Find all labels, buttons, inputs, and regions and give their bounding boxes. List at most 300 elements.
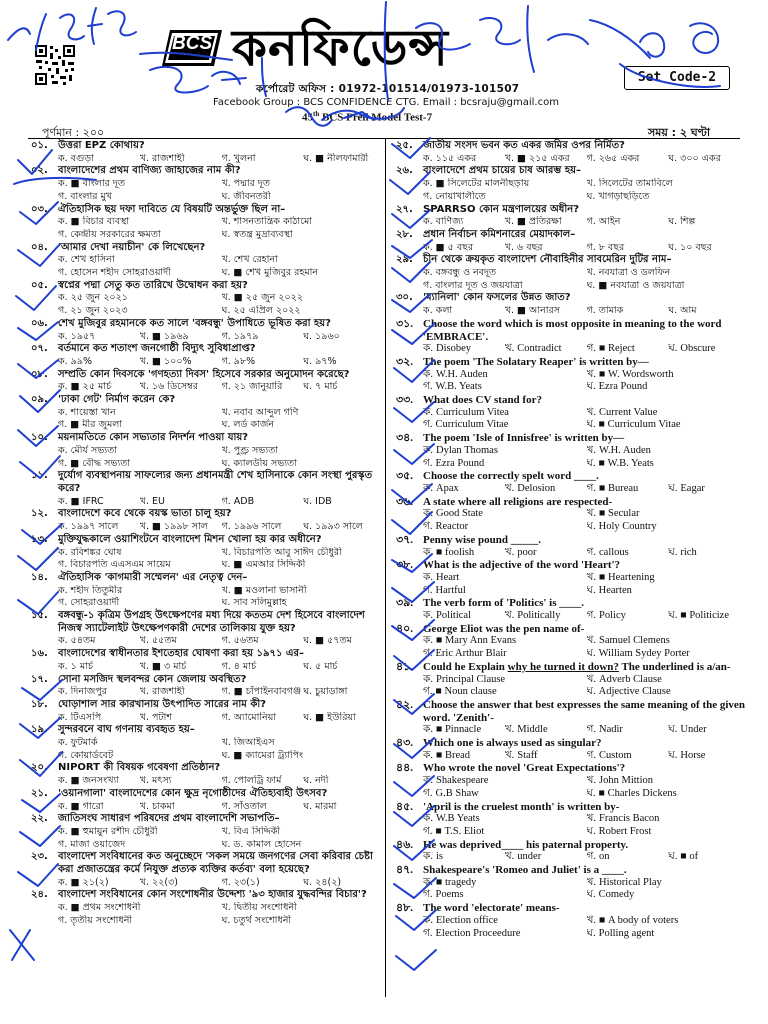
option-text: ■ এমআর সিদ্দিকী	[233, 559, 306, 571]
question-item	[396, 432, 750, 470]
answer-option	[303, 775, 385, 788]
question-number: ৪৭.	[396, 864, 414, 877]
option-letter: ঘ.	[303, 355, 313, 367]
option-letter: ক.	[423, 673, 433, 685]
option-letter: গ.	[221, 330, 231, 342]
option-letter: গ.	[58, 228, 68, 240]
option-letter: ঘ.	[668, 343, 678, 355]
question-text: 'April is the cruelest month' is written by-	[423, 800, 620, 813]
answer-option	[423, 724, 505, 737]
option-list	[396, 724, 750, 737]
option-letter: খ.	[221, 216, 231, 228]
option-letter: গ.	[586, 724, 597, 736]
option-letter: খ.	[504, 343, 515, 355]
option-letter: গ.	[423, 825, 433, 837]
question-line	[31, 280, 385, 293]
option-text: Policy	[599, 610, 626, 622]
option-letter: খ.	[504, 152, 515, 164]
question-item	[31, 788, 385, 813]
answer-option	[222, 559, 386, 572]
option-text: Adjective Clause	[598, 686, 671, 698]
question-text: বাংলাদেশে প্রথম চায়ের চাষ আরম্ভ হয়–	[423, 165, 581, 177]
question-number: ৪৫.	[396, 800, 414, 813]
option-letter: গ.	[586, 152, 596, 164]
option-text: শেখ রেহানা	[233, 254, 278, 266]
option-text: ■ Bureau	[599, 482, 639, 494]
option-text: মাজা ওয়াজেদ	[70, 838, 126, 850]
option-list	[31, 877, 385, 890]
question-number: ২৬.	[396, 165, 413, 177]
option-letter: ঘ.	[586, 381, 596, 393]
answer-option	[423, 521, 587, 534]
question-number: ১২.	[31, 508, 48, 520]
option-text: ■ প্রতিরক্ষা	[517, 216, 562, 228]
answer-option	[303, 331, 385, 344]
answer-option	[587, 216, 669, 229]
logo-text: BCS	[172, 33, 213, 54]
option-letter: খ.	[139, 635, 150, 647]
question-item	[396, 470, 750, 495]
column-divider	[385, 139, 386, 997]
left-question-column	[31, 140, 385, 928]
option-text: পটাশ	[152, 711, 173, 723]
answer-option	[423, 407, 587, 420]
option-text: Current Value	[599, 406, 658, 418]
answer-option	[423, 610, 505, 623]
option-list	[31, 445, 385, 470]
option-text: ড. কামাল হোসেন	[233, 838, 302, 850]
answer-option	[222, 178, 386, 191]
option-letter: ক.	[423, 813, 433, 825]
option-letter: ক.	[58, 330, 68, 342]
option-list	[396, 483, 750, 496]
option-letter: ঘ.	[303, 495, 313, 507]
option-letter: খ.	[221, 444, 231, 456]
answer-option	[58, 877, 140, 890]
option-letter: ঘ.	[221, 305, 231, 317]
option-text: ■ ৩ মার্চ	[152, 660, 187, 672]
option-text: Nadir	[599, 724, 623, 736]
answer-option	[423, 458, 587, 471]
question-item	[31, 572, 385, 610]
question-item	[31, 699, 385, 724]
answer-option	[587, 267, 751, 280]
answer-option	[587, 610, 669, 623]
option-text: Ezra Pound	[598, 381, 648, 393]
question-item	[31, 204, 385, 242]
question-number: ১৫.	[31, 610, 48, 622]
option-text: on	[599, 851, 610, 863]
option-text: Principal Clause	[435, 673, 506, 685]
question-number: ০৯.	[31, 394, 48, 406]
answer-option	[423, 813, 587, 826]
answer-option	[58, 661, 140, 674]
option-text: Curriculum Vitae	[435, 419, 509, 431]
option-text: ■ নীলফামারী	[315, 152, 369, 164]
answer-option	[222, 826, 386, 839]
question-number: ৪১.	[396, 660, 414, 673]
answer-option	[423, 381, 587, 394]
option-letter: ঘ.	[668, 546, 678, 558]
answer-option	[587, 788, 751, 801]
answer-option	[423, 305, 505, 318]
option-letter: খ.	[586, 673, 597, 685]
option-letter: ঘ.	[586, 457, 596, 469]
question-number: ২১.	[31, 787, 48, 799]
answer-option	[58, 458, 222, 471]
option-letter: ক.	[58, 635, 68, 647]
option-letter: ক.	[423, 546, 433, 558]
option-letter: গ.	[58, 749, 68, 761]
question-number: ২৫.	[396, 140, 413, 151]
question-text: সুন্দরবনে বাঘ গণনায় ব্যবহৃত হয়–	[58, 724, 195, 736]
option-text: ■ ২৫ মার্চ	[70, 381, 112, 393]
option-letter: ক.	[423, 851, 433, 863]
option-text: সোহরাওয়ার্দী	[70, 597, 120, 609]
answer-option	[222, 445, 386, 458]
answer-option	[505, 750, 587, 763]
answer-option	[140, 661, 222, 674]
question-line	[31, 140, 385, 153]
question-text: বাংলাদেশে কবে থেকে বয়স্ক ভাতা চালু হয়?	[58, 508, 232, 520]
question-text: ময়নামতিতে কোন সভ্যতার নিদর্শন পাওয়া যায়?	[58, 432, 249, 444]
option-letter: খ.	[139, 660, 150, 672]
option-letter: ঘ.	[586, 889, 596, 901]
question-text: বর্তমানে কত শতাংশ জনগোষ্ঠী বিদ্যুৎ সুবিধাপ্রাপ্ত?	[58, 343, 256, 355]
question-text: He was deprived____ his paternal property.	[423, 838, 629, 851]
option-text: Poems	[435, 889, 464, 901]
answer-option	[222, 547, 386, 560]
option-list	[396, 153, 750, 166]
question-number: ০১.	[31, 140, 48, 151]
question-line	[396, 292, 750, 305]
question-text-part: Could he Explain	[423, 660, 508, 673]
question-item	[396, 394, 750, 432]
option-letter: গ.	[58, 559, 68, 571]
question-text: Which one is always used as singular?	[423, 737, 602, 750]
option-text: W.B. Yeats	[435, 381, 482, 393]
answer-option	[222, 661, 304, 674]
option-text: Disobey	[435, 343, 471, 355]
option-letter: ঘ.	[668, 482, 678, 494]
answer-option	[303, 686, 385, 699]
answer-option	[58, 737, 222, 750]
question-text: শেখ মুজিবুর রহমানকে কত সালে 'বঙ্গবন্ধু' উপাধিতে ভূষিত করা হয়?	[58, 317, 331, 329]
answer-option	[140, 712, 222, 725]
question-item	[396, 737, 750, 762]
answer-option	[423, 915, 587, 928]
option-letter: ক.	[423, 724, 433, 736]
answer-option	[58, 267, 222, 280]
option-text: ■ Pinnacle	[435, 724, 482, 736]
answer-option	[140, 356, 222, 369]
question-item	[31, 648, 385, 673]
question-number: ২০.	[31, 762, 48, 774]
answer-option	[222, 521, 304, 534]
option-text: Delosion	[517, 482, 556, 494]
option-text: Historical Play	[599, 876, 662, 888]
question-line	[31, 699, 385, 712]
answer-option	[58, 902, 222, 915]
option-text: ৫৪তম	[70, 635, 96, 647]
option-letter: ক.	[423, 444, 433, 456]
option-letter: খ.	[221, 254, 231, 266]
answer-option	[587, 153, 669, 166]
option-text: মৌর্য সভ্যতা	[70, 444, 118, 456]
answer-option	[58, 547, 222, 560]
answer-option	[58, 356, 140, 369]
option-text: Francis Bacon	[599, 813, 660, 825]
question-text: জাতিসংঘ সাধারণ পরিষদের প্রথম বাংলাদেশি সভাপতি–	[58, 813, 280, 825]
option-letter: খ.	[586, 876, 597, 888]
option-letter: ক.	[423, 610, 433, 622]
question-number: ০৫.	[31, 279, 48, 291]
question-line	[396, 204, 750, 217]
option-text: ১৯৯৬ সালে	[233, 521, 282, 533]
answer-option	[58, 839, 222, 852]
answer-option	[505, 343, 587, 356]
answer-option	[423, 572, 587, 585]
option-text: বাংলার দূত ও জয়যাত্রা	[435, 279, 523, 291]
question-number: ৪০.	[396, 622, 414, 635]
answer-option	[505, 851, 587, 864]
option-letter: ঘ.	[221, 419, 231, 431]
question-text: The word 'electorate' means-	[423, 902, 560, 915]
question-number: ১০.	[31, 432, 48, 444]
answer-option	[303, 356, 385, 369]
option-text: বিচারপতি আবু সাঈদ চৌধুরী	[233, 546, 342, 558]
option-list	[31, 635, 385, 648]
option-text: ফুটমার্ক	[70, 737, 98, 749]
option-text: callous	[599, 546, 629, 558]
option-letter: ঘ.	[586, 521, 596, 533]
question-line	[31, 318, 385, 331]
option-letter: ক.	[423, 775, 433, 787]
option-text: Horse	[680, 749, 706, 761]
option-letter: খ.	[139, 521, 150, 533]
option-letter: ঘ.	[221, 190, 231, 202]
answer-option	[222, 877, 304, 890]
option-letter: গ.	[221, 381, 231, 393]
option-text: ■ Curriculum Vitae	[598, 419, 681, 431]
option-letter: খ.	[586, 178, 596, 190]
option-letter: খ.	[221, 292, 231, 304]
option-text: ■ Noun clause	[435, 686, 497, 698]
option-letter: গ.	[586, 749, 597, 761]
question-number: ০৬.	[31, 317, 48, 329]
answer-option	[140, 331, 222, 344]
option-letter: খ.	[504, 749, 515, 761]
option-text: ■ ক্যামেরা ট্র্যাপিং	[233, 749, 304, 761]
answer-option	[58, 915, 222, 928]
option-letter: ঘ.	[303, 800, 313, 812]
question-number: ৩৬.	[396, 495, 414, 508]
answer-option	[587, 369, 751, 382]
question-text: ঐতিহাসিক ছয় দফা দাবিতে যে বিষয়টি অন্তর্ভুক্ত ছিল না–	[58, 203, 286, 215]
question-item	[396, 839, 750, 864]
answer-option	[423, 585, 587, 598]
option-text: শিল্প	[680, 216, 696, 228]
answer-option	[668, 305, 750, 318]
option-text: স্বতন্ত্র মুদ্রাব্যবস্থা	[233, 228, 293, 240]
option-letter: গ.	[221, 355, 231, 367]
option-letter: গ.	[221, 660, 231, 672]
question-line	[31, 470, 385, 495]
question-text: The poem 'Isle of Innisfree' is written by—	[423, 432, 625, 445]
option-text: Custom	[599, 749, 632, 761]
answer-option	[668, 242, 750, 255]
answer-option	[303, 153, 385, 166]
option-text: rich	[680, 546, 697, 558]
option-text: ৯৮%	[233, 355, 256, 367]
option-letter: ঘ.	[303, 876, 313, 888]
question-line	[31, 572, 385, 585]
answer-option	[587, 419, 751, 432]
option-letter: খ.	[586, 571, 597, 583]
option-list	[396, 813, 750, 838]
option-text: ৫৬তম	[233, 635, 259, 647]
question-text: 'ওয়ানগালা' বাংলাদেশের কোন ক্ষুদ্র নৃগোষ্ঠীদের ঐতিহ্যবাহী উৎসব?	[58, 787, 328, 799]
answer-option	[423, 445, 587, 458]
option-text: ■ Secular	[599, 508, 640, 520]
question-text-part: The underlined is a/an-	[618, 660, 731, 673]
answer-option	[587, 445, 751, 458]
question-line	[31, 610, 385, 635]
answer-option	[668, 750, 750, 763]
option-letter: গ.	[586, 216, 596, 228]
question-line	[31, 648, 385, 661]
option-list	[31, 178, 385, 203]
option-letter: গ.	[423, 190, 433, 202]
question-number: ২৩.	[31, 851, 48, 863]
option-letter: ক.	[58, 686, 68, 698]
question-item	[31, 343, 385, 368]
question-text: Choose the correctly spelt word ____.	[423, 470, 599, 483]
option-list	[31, 902, 385, 927]
answer-option	[222, 153, 304, 166]
option-letter: খ.	[139, 876, 150, 888]
option-text: ■ ২৫ জুন ২০২২	[233, 292, 304, 304]
option-letter: ক.	[58, 178, 68, 190]
option-letter: খ.	[586, 444, 597, 456]
option-letter: গ.	[423, 279, 433, 291]
answer-option	[222, 419, 386, 432]
question-line	[396, 496, 750, 509]
question-item	[31, 889, 385, 927]
answer-option	[58, 229, 222, 242]
question-number: ৪৩.	[396, 737, 414, 750]
question-text: মুক্তিযুদ্ধকালে ওয়াশিংটনে বাংলাদেশ মিশন খোলা হয় কার অধীনে?	[58, 533, 322, 545]
option-text: Election Proceedure	[435, 927, 521, 939]
question-line	[31, 674, 385, 687]
option-letter: গ.	[221, 800, 231, 812]
option-letter: গ.	[221, 521, 231, 533]
option-text: অ্যামোনিয়া	[233, 711, 277, 723]
option-letter: ক.	[58, 292, 68, 304]
option-letter: খ.	[586, 508, 597, 520]
question-line	[396, 470, 750, 483]
option-text: শাসনতান্ত্রিক কাঠামো	[233, 216, 313, 228]
option-text: ২৫ জুন ২০২১	[70, 292, 128, 304]
right-question-column	[396, 140, 750, 940]
question-line	[396, 318, 750, 343]
option-text: ২৪(২)	[315, 876, 342, 888]
question-number: ৩৩.	[396, 394, 414, 407]
question-number: ৪৮.	[396, 902, 414, 915]
answer-option	[587, 242, 669, 255]
question-text: বাংলাদেশের স্বাধীনতার ইশতেহার ঘোষণা করা হয় ১৯৭১ এর–	[58, 648, 305, 660]
option-text: W.H. Auden	[435, 368, 488, 380]
option-list	[31, 801, 385, 814]
option-text: চাকমা	[152, 800, 175, 812]
answer-option	[587, 686, 751, 699]
answer-option	[303, 381, 385, 394]
option-text: জীবনতরী	[233, 190, 271, 202]
answer-option	[58, 407, 222, 420]
option-letter: ঘ.	[221, 838, 231, 850]
answer-option	[140, 381, 222, 394]
option-text: Hearten	[598, 584, 632, 596]
answer-option	[222, 496, 304, 509]
question-number: ১৪.	[31, 571, 48, 583]
option-letter: খ.	[504, 610, 515, 622]
option-text: ■ A body of voters	[599, 914, 679, 926]
option-list	[396, 407, 750, 432]
option-text: ■ tragedy	[435, 876, 477, 888]
option-text: ১৬ ডিসেম্বর	[152, 381, 199, 393]
option-list	[31, 547, 385, 572]
answer-option	[58, 559, 222, 572]
question-line	[31, 369, 385, 382]
option-letter: ঘ.	[586, 279, 596, 291]
question-item	[396, 292, 750, 317]
answer-option	[505, 242, 587, 255]
answer-option	[222, 267, 386, 280]
answer-option	[222, 839, 386, 852]
option-text: বিএ সিদ্দিকী	[233, 825, 281, 837]
option-letter: খ.	[221, 178, 231, 190]
option-text: বাণিজ্য	[435, 216, 464, 228]
option-letter: গ.	[58, 267, 68, 279]
option-letter: ঘ.	[221, 267, 231, 279]
question-text: Choose the word which is most opposite in meaning to the word 'EMBRACE'.	[423, 317, 722, 343]
answer-option	[58, 585, 222, 598]
option-letter: ঘ.	[303, 521, 313, 533]
option-letter: ক.	[423, 406, 433, 418]
answer-option	[423, 178, 587, 191]
question-item	[396, 801, 750, 839]
underlined-phrase: why he turned it down?	[507, 660, 619, 673]
answer-option	[222, 407, 386, 420]
question-item	[31, 280, 385, 318]
answer-option	[423, 419, 587, 432]
question-item	[396, 496, 750, 534]
option-letter: খ.	[504, 305, 515, 317]
option-text: Reactor	[435, 521, 469, 533]
option-text: লর্ড কার্জন	[233, 419, 275, 431]
question-line	[396, 394, 750, 407]
option-letter: খ.	[586, 267, 596, 279]
answer-option	[58, 419, 222, 432]
question-number: ১৯.	[31, 724, 48, 736]
answer-option	[58, 826, 222, 839]
option-letter: ক.	[58, 495, 68, 507]
question-text	[423, 661, 750, 674]
option-letter: খ.	[139, 711, 150, 723]
question-text: 'ঢাকা গেট' নির্মাণ করেন কে?	[58, 394, 176, 406]
answer-option	[668, 610, 750, 623]
option-list	[31, 521, 385, 534]
